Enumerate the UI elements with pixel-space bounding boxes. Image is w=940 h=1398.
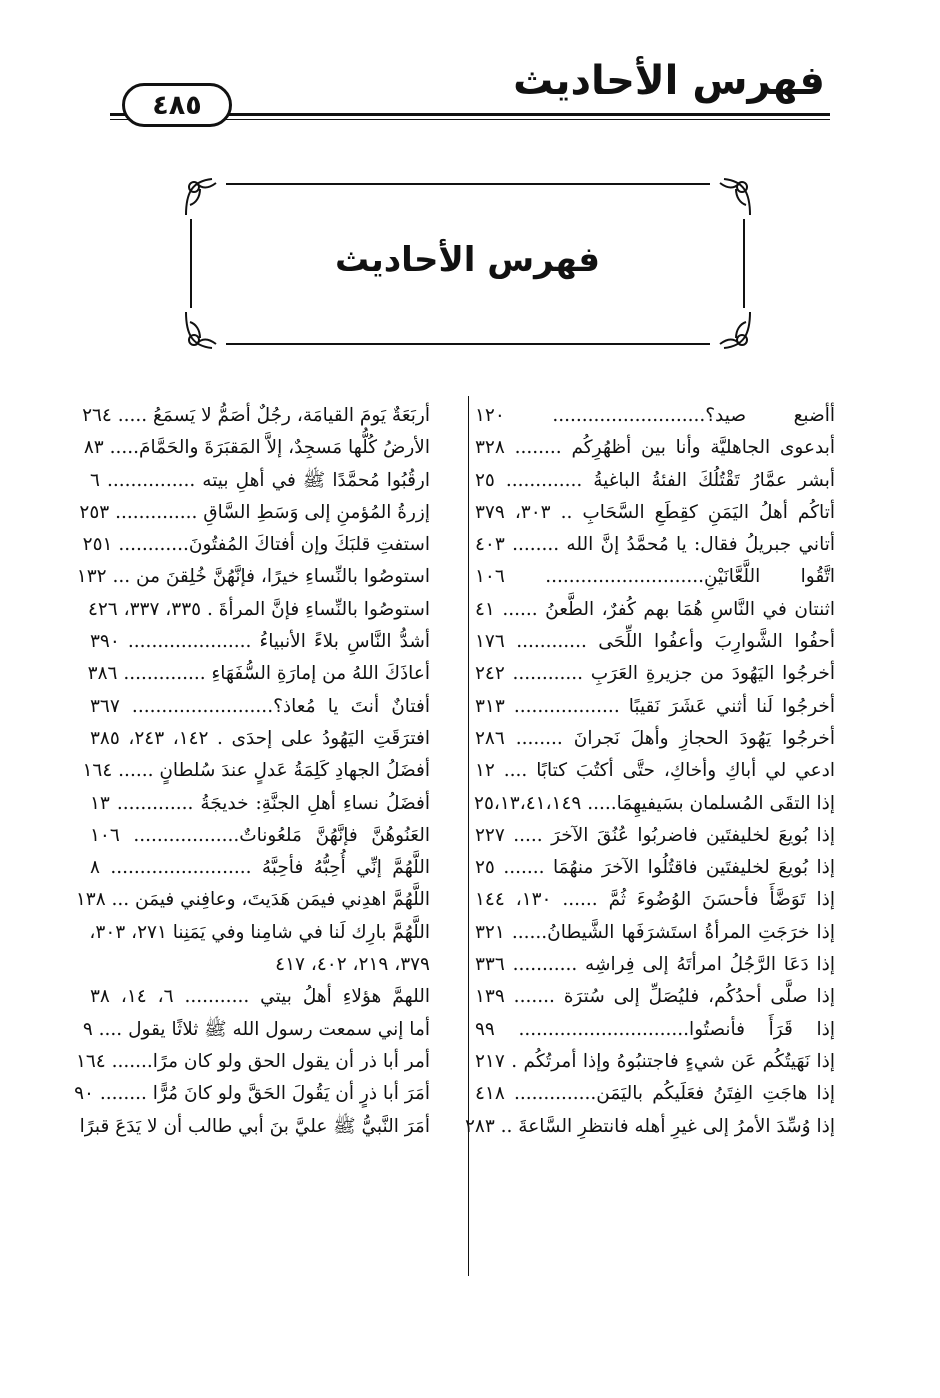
index-entry: أمر أبا ذر أن يقول الحق ولو كان مرًا....... ١٦٤ — [75, 1050, 430, 1072]
index-entry: إذا قَرَأَ فأنصتُوا............................. ٩٩ — [475, 1018, 835, 1040]
index-entry: إذا وُسِّدَ الأمرُ إلى غيرِ أهله فانتظرِ السَّاعةَ .. ٢٨٣ — [464, 1115, 835, 1137]
index-entry: أحفُوا الشَّوارِبَ وأعفُوا اللِّحَى ............ ١٧٦ — [475, 631, 835, 653]
index-entry: إذا التقَى المُسلمان بسَيفيهِمَا..... ٢٥،١٣،٤١،١٤٩ — [474, 792, 835, 814]
index-entry: أبدعوى الجاهليَّة وأنا بين أظهُرِكُم ........ ٣٢٨ — [475, 437, 835, 459]
index-entry: أخرجُوا يَهُودَ الحجازِ وأهلَ نَجرانَ ........ ٢٨٦ — [475, 727, 835, 749]
page-number: ٤٨٥ — [122, 83, 232, 127]
hadith-index-right-column — [464, 400, 835, 1143]
ornament-top-right-icon — [710, 175, 754, 219]
index-entry: أمَرَ أبا ذرٍ أن يَقُولَ الحَقَّ ولو كانَ مُرًّا ........ ٩٠ — [74, 1083, 430, 1105]
index-entry: ٣٧٩، ٢١٩، ٤٠٢، ٤١٧ — [275, 954, 430, 976]
index-entry: العَنُوهُنَّ فإنَّهُنَّ مَلعُوناتٌ.................. ١٠٦ — [90, 824, 430, 846]
index-entry: اتَّقُوا اللَّعَّانَيْنِ........................... ١٠٦ — [475, 566, 835, 588]
ornament-bottom-right-icon — [710, 308, 754, 352]
index-entry: أفضَلُ الجهادِ كَلِمَةُ عَدلٍ عندَ سُلطانٍ ...... ١٦٤ — [82, 760, 430, 782]
index-entry: أمَرَ النَّبيُّ ﷺ عليَّ بنَ أبي طالب أن لا يَدَعَ قبرًا — [79, 1115, 430, 1137]
index-entry: أبشر عمَّارُ تَقْتُلُكَ الفئةُ الباغيةُ ............. ٢٥ — [475, 469, 835, 491]
index-entry: استفتِ قلبَكَ وإن أفتاكَ المُفتُونَ............ ٢٥١ — [82, 534, 430, 556]
ornament-top-left-icon — [182, 175, 226, 219]
index-entry: اللهمَّ هؤلاءِ أهلُ بيتي ........... ٦، ١٤، ٣٨ — [90, 986, 430, 1008]
index-entry: إذا خرَجَتِ المرأةُ استَشرَفَها الشَّيطانُ...... ٣٢١ — [475, 921, 835, 943]
index-entry: استوصُوا بالنِّساءِ خيرًا، فإنَّهُنَّ خُلِقنَ من ... ١٣٢ — [76, 566, 430, 588]
index-entry: اللَّهُمَّ بارِك لَنا في شامِنا وفي يَمَنِنا ٢٧١، ٣٠٣، — [89, 921, 430, 943]
index-entry: إذا بُويعَ لخليفتَين فاقتُلُوا الآخرَ منهُمَا ....... ٢٥ — [475, 857, 835, 879]
hadith-index-left-column — [74, 400, 430, 1143]
index-entry: إذا دَعَا الرَّجُلُ امرأتَهُ إلى فِراشِه ........... ٣٣٦ — [475, 954, 835, 976]
index-entry: استوصُوا بالنِّساءِ فإنَّ المرأةَ . ٣٣٥، ٣٣٧، ٤٢٦ — [87, 598, 430, 620]
index-entry: أأضبع صيد؟.......................... ١٢٠ — [475, 405, 835, 426]
index-entry: الأرضُ كُلُّها مَسجِدٌ، إلاَّ المَقبَرَةَ والحَمَّامَ..... ٨٣ — [83, 437, 430, 459]
page-header-title: فهرس الأحاديث — [513, 58, 825, 104]
index-entry: أفتانٌ أنتَ يا مُعاذ؟........................ ٣٦٧ — [90, 695, 430, 717]
section-title: فهرس الأحاديث — [334, 240, 601, 280]
index-entry: أشدُّ النَّاسِ بلاءً الأنبياءُ ..................... ٣٩٠ — [90, 631, 430, 653]
index-entry: أخرجُوا لَنا أثني عَشَرَ نَقيبًا .................. ٣١٣ — [475, 695, 835, 717]
column-divider — [468, 396, 469, 1276]
index-entry: اثنتان في النَّاسِ هُمَا بهم كُفرٌ، الطَّعنُ ...... ٤١ — [475, 598, 835, 620]
index-entry: اللَّهُمَّ إنِّي أُحِبُّهُ فأحِبَّهُ ........................ ٨ — [90, 857, 430, 879]
index-entry: إذا تَوَضَّأَ فأحسَنَ الوُضُوءَ ثُمَّ ...... ١٣٠، ١٤٤ — [475, 889, 835, 911]
index-entry: إذا بُويعَ لخليفتَين فاضربُوا عُنُقَ الآخرَ ..... ٢٢٧ — [475, 824, 835, 846]
index-entry: أفضَلُ نساءِ أهلِ الجنَّةِ: خديجَةُ ............. ١٣ — [90, 792, 430, 814]
index-entry: أتاكُم أهلُ اليَمَنِ كقِطَعِ السَّحَابِ .. ٣٠٣، ٣٧٩ — [475, 501, 835, 523]
index-entry: إزرةُ المُؤمنِ إلى وَسَطِ السَّاقِ .............. ٢٥٣ — [79, 501, 430, 523]
index-entry: أعاذَكَ اللهُ من إمارَةِ السُّفَهَاءِ .............. ٣٨٦ — [87, 663, 430, 685]
index-entry: إذا نَهَيتُكُم عَن شيءٍ فاجتنبُوهُ وإذا أمرتُكُم . ٢١٧ — [475, 1050, 835, 1072]
ornament-bottom-left-icon — [182, 308, 226, 352]
index-entry: أما إني سمعت رسول الله ﷺ ثلاثًا يقول .... ٩ — [82, 1018, 430, 1040]
index-entry: أربَعَةٌ يَومَ القيامَة، رجُلٌ أصَمُّ لا يَسمَعُ ..... ٢٦٤ — [82, 405, 430, 426]
index-entry: أتاني جبريلُ فقال: يا مُحمَّدُ إنَّ الله ........ ٤٠٣ — [475, 534, 835, 556]
index-entry: أخرجُوا اليَهُودَ من جزيرةِ العَرَبِ ............ ٢٤٢ — [475, 663, 835, 685]
index-entry: اللَّهُمَّ اهدِني فيمَن هَدَيتَ، وعافِني فيمَن ... ١٣٨ — [75, 889, 430, 911]
index-entry: افترَقَتِ اليَهُودُ على إحدَى . ١٤٢، ٢٤٣، ٣٨٥ — [90, 727, 430, 749]
index-entry: إذا هاجَتِ الفِتَنُ فعَلَيكُم باليَمَن.............. ٤١٨ — [475, 1083, 835, 1105]
index-entry: ادعي لي أباكِ وأخاكِ، حتَّى أكتُبَ كتابًا .... ١٢ — [475, 760, 835, 782]
index-entry: ارقُبُوا مُحمَّدًا ﷺ في أهلِ بيته ............... ٦ — [90, 469, 430, 491]
index-entry: إذا صلَّى أحدُكُم، فليُصَلِّ إلى سُترَة ....... ١٣٩ — [475, 986, 835, 1008]
